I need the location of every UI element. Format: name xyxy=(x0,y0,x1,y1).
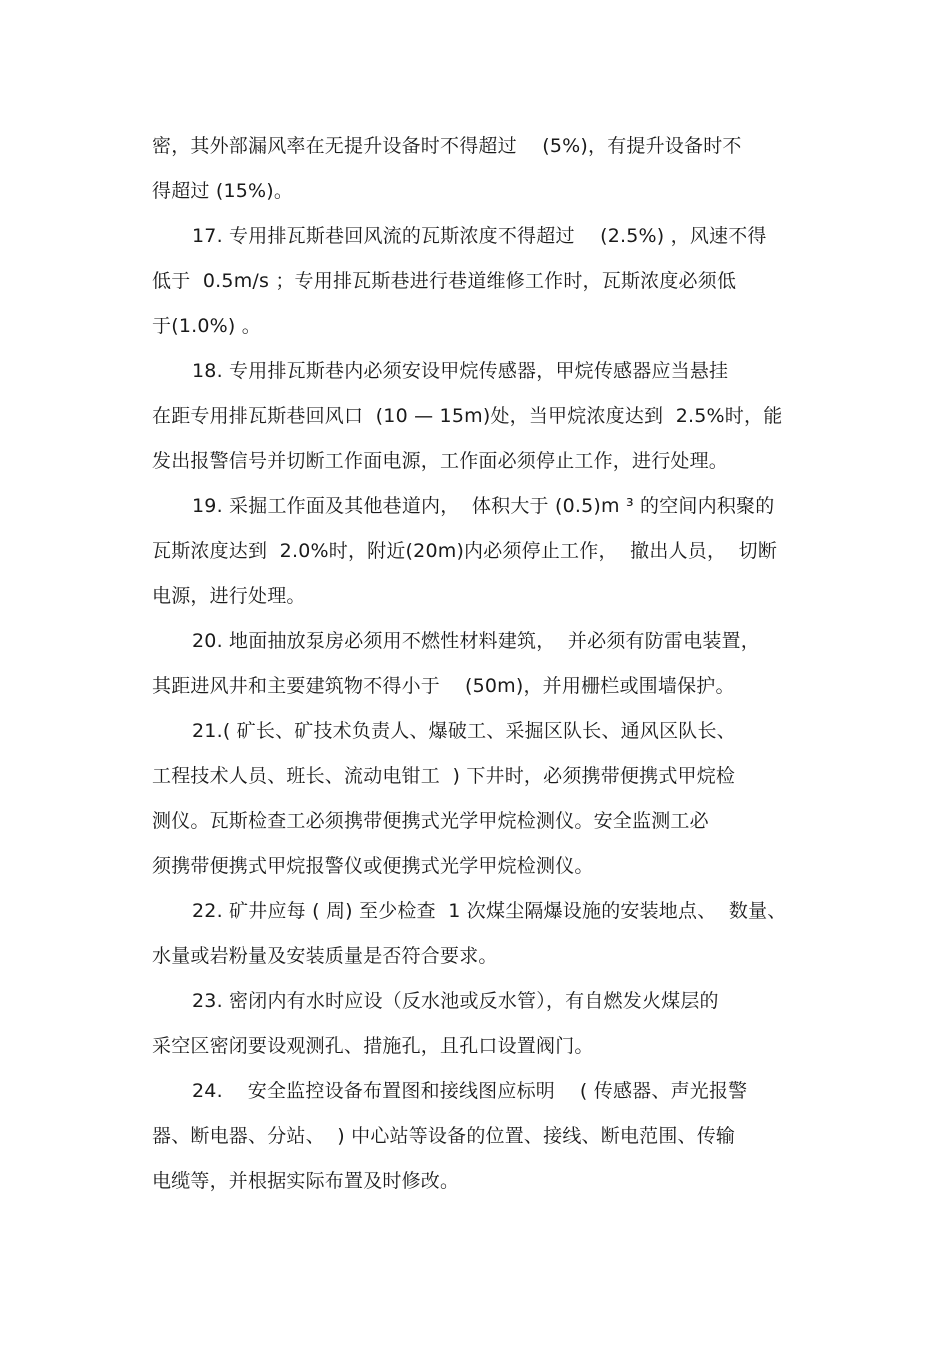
text-line-3: 17. 专用排瓦斯巷回风流的瓦斯浓度不得超过 (2.5%) ，风速不得 xyxy=(192,225,767,247)
text-line-14: 21.( 矿长、矿技术负责人、爆破工、采掘区队长、通风区队长、 xyxy=(192,720,736,742)
text-line-22: 24. 安全监控设备布置图和接线图应标明 ( 传感器、声光报警 xyxy=(192,1080,748,1102)
text-line-1: 密，其外部漏风率在无提升设备时不得超过 (5%)，有提升设备时不 xyxy=(152,135,742,157)
text-line-8: 发出报警信号并切断工作面电源，工作面必须停止工作，进行处理。 xyxy=(152,450,729,472)
text-line-19: 水量或岩粉量及安装质量是否符合要求。 xyxy=(152,945,498,967)
text-line-18: 22. 矿井应每 ( 周) 至少检查 1 次煤尘隔爆设施的安装地点、 数量、 xyxy=(192,900,787,922)
text-line-15: 工程技术人员、班长、流动电钳工 ) 下井时，必须携带便携式甲烷检 xyxy=(152,765,736,787)
text-line-2: 得超过 (15%)。 xyxy=(152,180,294,202)
text-line-23: 器、断电器、分站、 ) 中心站等设备的位置、接线、断电范围、传输 xyxy=(152,1125,736,1147)
text-line-13: 其距进风井和主要建筑物不得小于 (50m)，并用栅栏或围墙保护。 xyxy=(152,675,735,697)
text-line-9: 19. 采掘工作面及其他巷道内， 体积大于 (0.5)m ³ 的空间内积聚的 xyxy=(192,495,775,517)
text-line-21: 采空区密闭要设观测孔、措施孔，且孔口设置阀门。 xyxy=(152,1035,594,1057)
text-line-4: 低于 0.5m/s ；专用排瓦斯巷进行巷道维修工作时，瓦斯浓度必须低 xyxy=(152,270,737,292)
text-line-12: 20. 地面抽放泵房必须用不燃性材料建筑， 并必须有防雷电装置， xyxy=(192,630,760,652)
text-line-24: 电缆等，并根据实际布置及时修改。 xyxy=(152,1170,460,1192)
text-line-10: 瓦斯浓度达到 2.0%时，附近(20m)内必须停止工作， 撤出人员， 切断 xyxy=(152,540,778,562)
text-line-7: 在距专用排瓦斯巷回风口 (10 — 15m)处，当甲烷浓度达到 2.5%时，能 xyxy=(152,405,783,427)
text-line-11: 电源，进行处理。 xyxy=(152,585,306,607)
text-line-20: 23. 密闭内有水时应设（反水池或反水管），有自燃发火煤层的 xyxy=(192,990,719,1012)
text-line-6: 18. 专用排瓦斯巷内必须安设甲烷传感器，甲烷传感器应当悬挂 xyxy=(192,360,729,382)
text-line-5: 于(1.0%) 。 xyxy=(152,315,261,337)
text-line-17: 须携带便携式甲烷报警仪或便携式光学甲烷检测仪。 xyxy=(152,855,594,877)
text-line-16: 测仪。瓦斯检查工必须携带便携式光学甲烷检测仪。安全监测工必 xyxy=(152,810,709,832)
